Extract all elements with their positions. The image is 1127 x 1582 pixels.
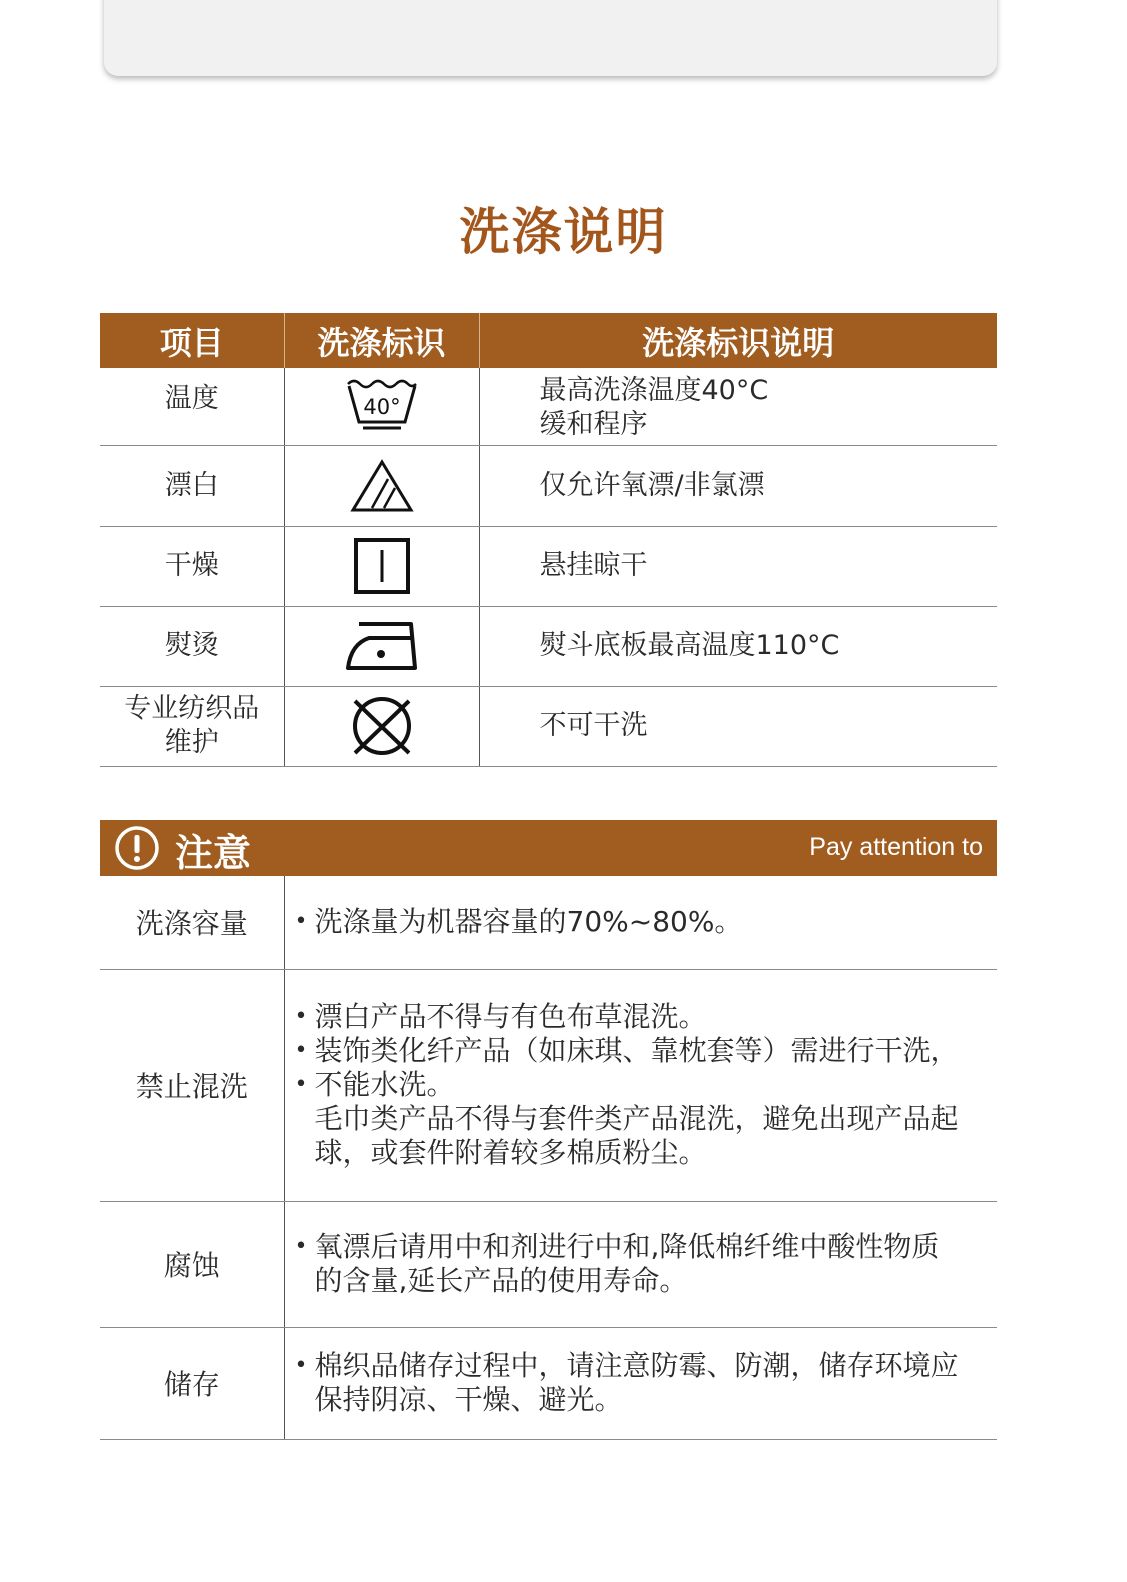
- item-label: 专业纺织品: [124, 693, 260, 724]
- symbol-cell: [284, 606, 479, 686]
- desc-cell: [479, 526, 997, 606]
- notice-label: 禁止混洗: [100, 969, 284, 1201]
- desc-cell: [479, 445, 997, 526]
- item-cell: [100, 606, 284, 686]
- bullet-line: [293, 1349, 998, 1383]
- header-symbol: 洗涤标识: [284, 313, 479, 368]
- symbol-cell: [284, 526, 479, 606]
- item-cell: [100, 526, 284, 606]
- bullet-dot: •: [294, 909, 308, 935]
- bullet-line: [293, 1230, 998, 1264]
- item-cell: [100, 445, 284, 526]
- care-row-professional: [100, 686, 997, 766]
- item-cell: [100, 368, 284, 445]
- bullet-line: [293, 1000, 998, 1034]
- exclamation-circle-icon: [114, 825, 160, 871]
- header-description: 洗涤标识说明: [479, 313, 997, 368]
- continuation-line: 球，或套件附着较多棉质粉尘。: [314, 1136, 707, 1169]
- desc-cell: [479, 606, 997, 686]
- notice-header: [100, 820, 997, 876]
- line-text: 洗涤量为机器容量的70%~80%。: [314, 905, 743, 939]
- bullet-line: [293, 1068, 998, 1102]
- bullet-dot: •: [294, 1038, 308, 1063]
- notice-table: [100, 876, 997, 1440]
- care-row-temperature: [100, 368, 997, 445]
- notice-row-no-mix: [100, 969, 997, 1201]
- notice-row-storage: [100, 1327, 997, 1439]
- line-text: 不能水洗。: [314, 1068, 455, 1101]
- notice-label: 储存: [100, 1327, 284, 1439]
- bullet-line: [293, 905, 998, 939]
- notice-label: 腐蚀: [100, 1201, 284, 1327]
- desc-line: 最高洗涤温度40°C: [539, 375, 769, 406]
- notice-subtitle: Pay attention to: [809, 833, 983, 861]
- notice-content: [284, 1327, 997, 1439]
- care-row-bleach: [100, 445, 997, 526]
- line-text: 装饰类化纤产品（如床琪、靠枕套等）需进行干洗，: [314, 1034, 959, 1067]
- care-symbol-table: [100, 313, 997, 767]
- line-dry-icon: [353, 537, 411, 595]
- item-label: 熨烫: [164, 630, 219, 661]
- bullet-dot: •: [294, 1353, 308, 1378]
- continuation-line: 的含量,延长产品的使用寿命。: [314, 1264, 688, 1297]
- notice-row-corrosion: [100, 1201, 997, 1327]
- wash-40-gentle-icon: [345, 378, 419, 434]
- line-text: 氧漂后请用中和剂进行中和,降低棉纤维中酸性物质: [314, 1230, 940, 1263]
- desc-cell: [479, 686, 997, 766]
- desc-line: 不可干洗: [539, 710, 648, 741]
- top-card: [104, 0, 997, 76]
- symbol-cell: [284, 686, 479, 766]
- item-label: 维护: [164, 727, 219, 758]
- care-table-header: [100, 313, 997, 368]
- notice-content: [284, 1201, 997, 1327]
- bullet-line: [293, 1034, 998, 1068]
- item-label: 温度: [164, 383, 219, 414]
- item-label: 漂白: [164, 469, 219, 501]
- item-label: 干燥: [164, 550, 219, 581]
- symbol-cell: [284, 445, 479, 526]
- line-text: 棉织品储存过程中，请注意防霉、防潮，储存环境应: [314, 1349, 959, 1382]
- continuation-line: 毛巾类产品不得与套件类产品混洗，避免出现产品起: [314, 1102, 959, 1135]
- bullet-dot: •: [294, 1072, 308, 1097]
- desc-line: 缓和程序: [539, 409, 648, 440]
- bullet-dot: •: [294, 1234, 308, 1259]
- notice-label: 洗涤容量: [100, 876, 284, 969]
- wash-temp-label: 40°: [362, 395, 401, 420]
- continuation-line: 保持阴凉、干燥、避光。: [314, 1383, 623, 1416]
- care-row-drying: [100, 526, 997, 606]
- item-cell: [100, 686, 284, 766]
- notice-content: [284, 969, 997, 1201]
- notice-row-capacity: [100, 876, 997, 969]
- notice-content: [284, 876, 997, 969]
- no-dry-clean-icon: [349, 695, 415, 757]
- non-chlorine-bleach-icon: [350, 459, 414, 513]
- line-text: 漂白产品不得与有色布草混洗。: [314, 1000, 707, 1033]
- header-item: 项目: [100, 313, 284, 368]
- notice-title: 注意: [175, 831, 252, 875]
- desc-line: 仅允许氧漂/非氯漂: [539, 469, 765, 501]
- bullet-dot: •: [294, 1004, 308, 1029]
- iron-low-icon: [345, 620, 419, 672]
- desc-line: 悬挂晾干: [539, 550, 648, 581]
- care-row-ironing: [100, 606, 997, 686]
- page-title: 洗涤说明: [459, 203, 668, 261]
- symbol-cell: [284, 368, 479, 445]
- desc-line: 熨斗底板最高温度110°C: [539, 630, 840, 661]
- desc-cell: [479, 368, 997, 445]
